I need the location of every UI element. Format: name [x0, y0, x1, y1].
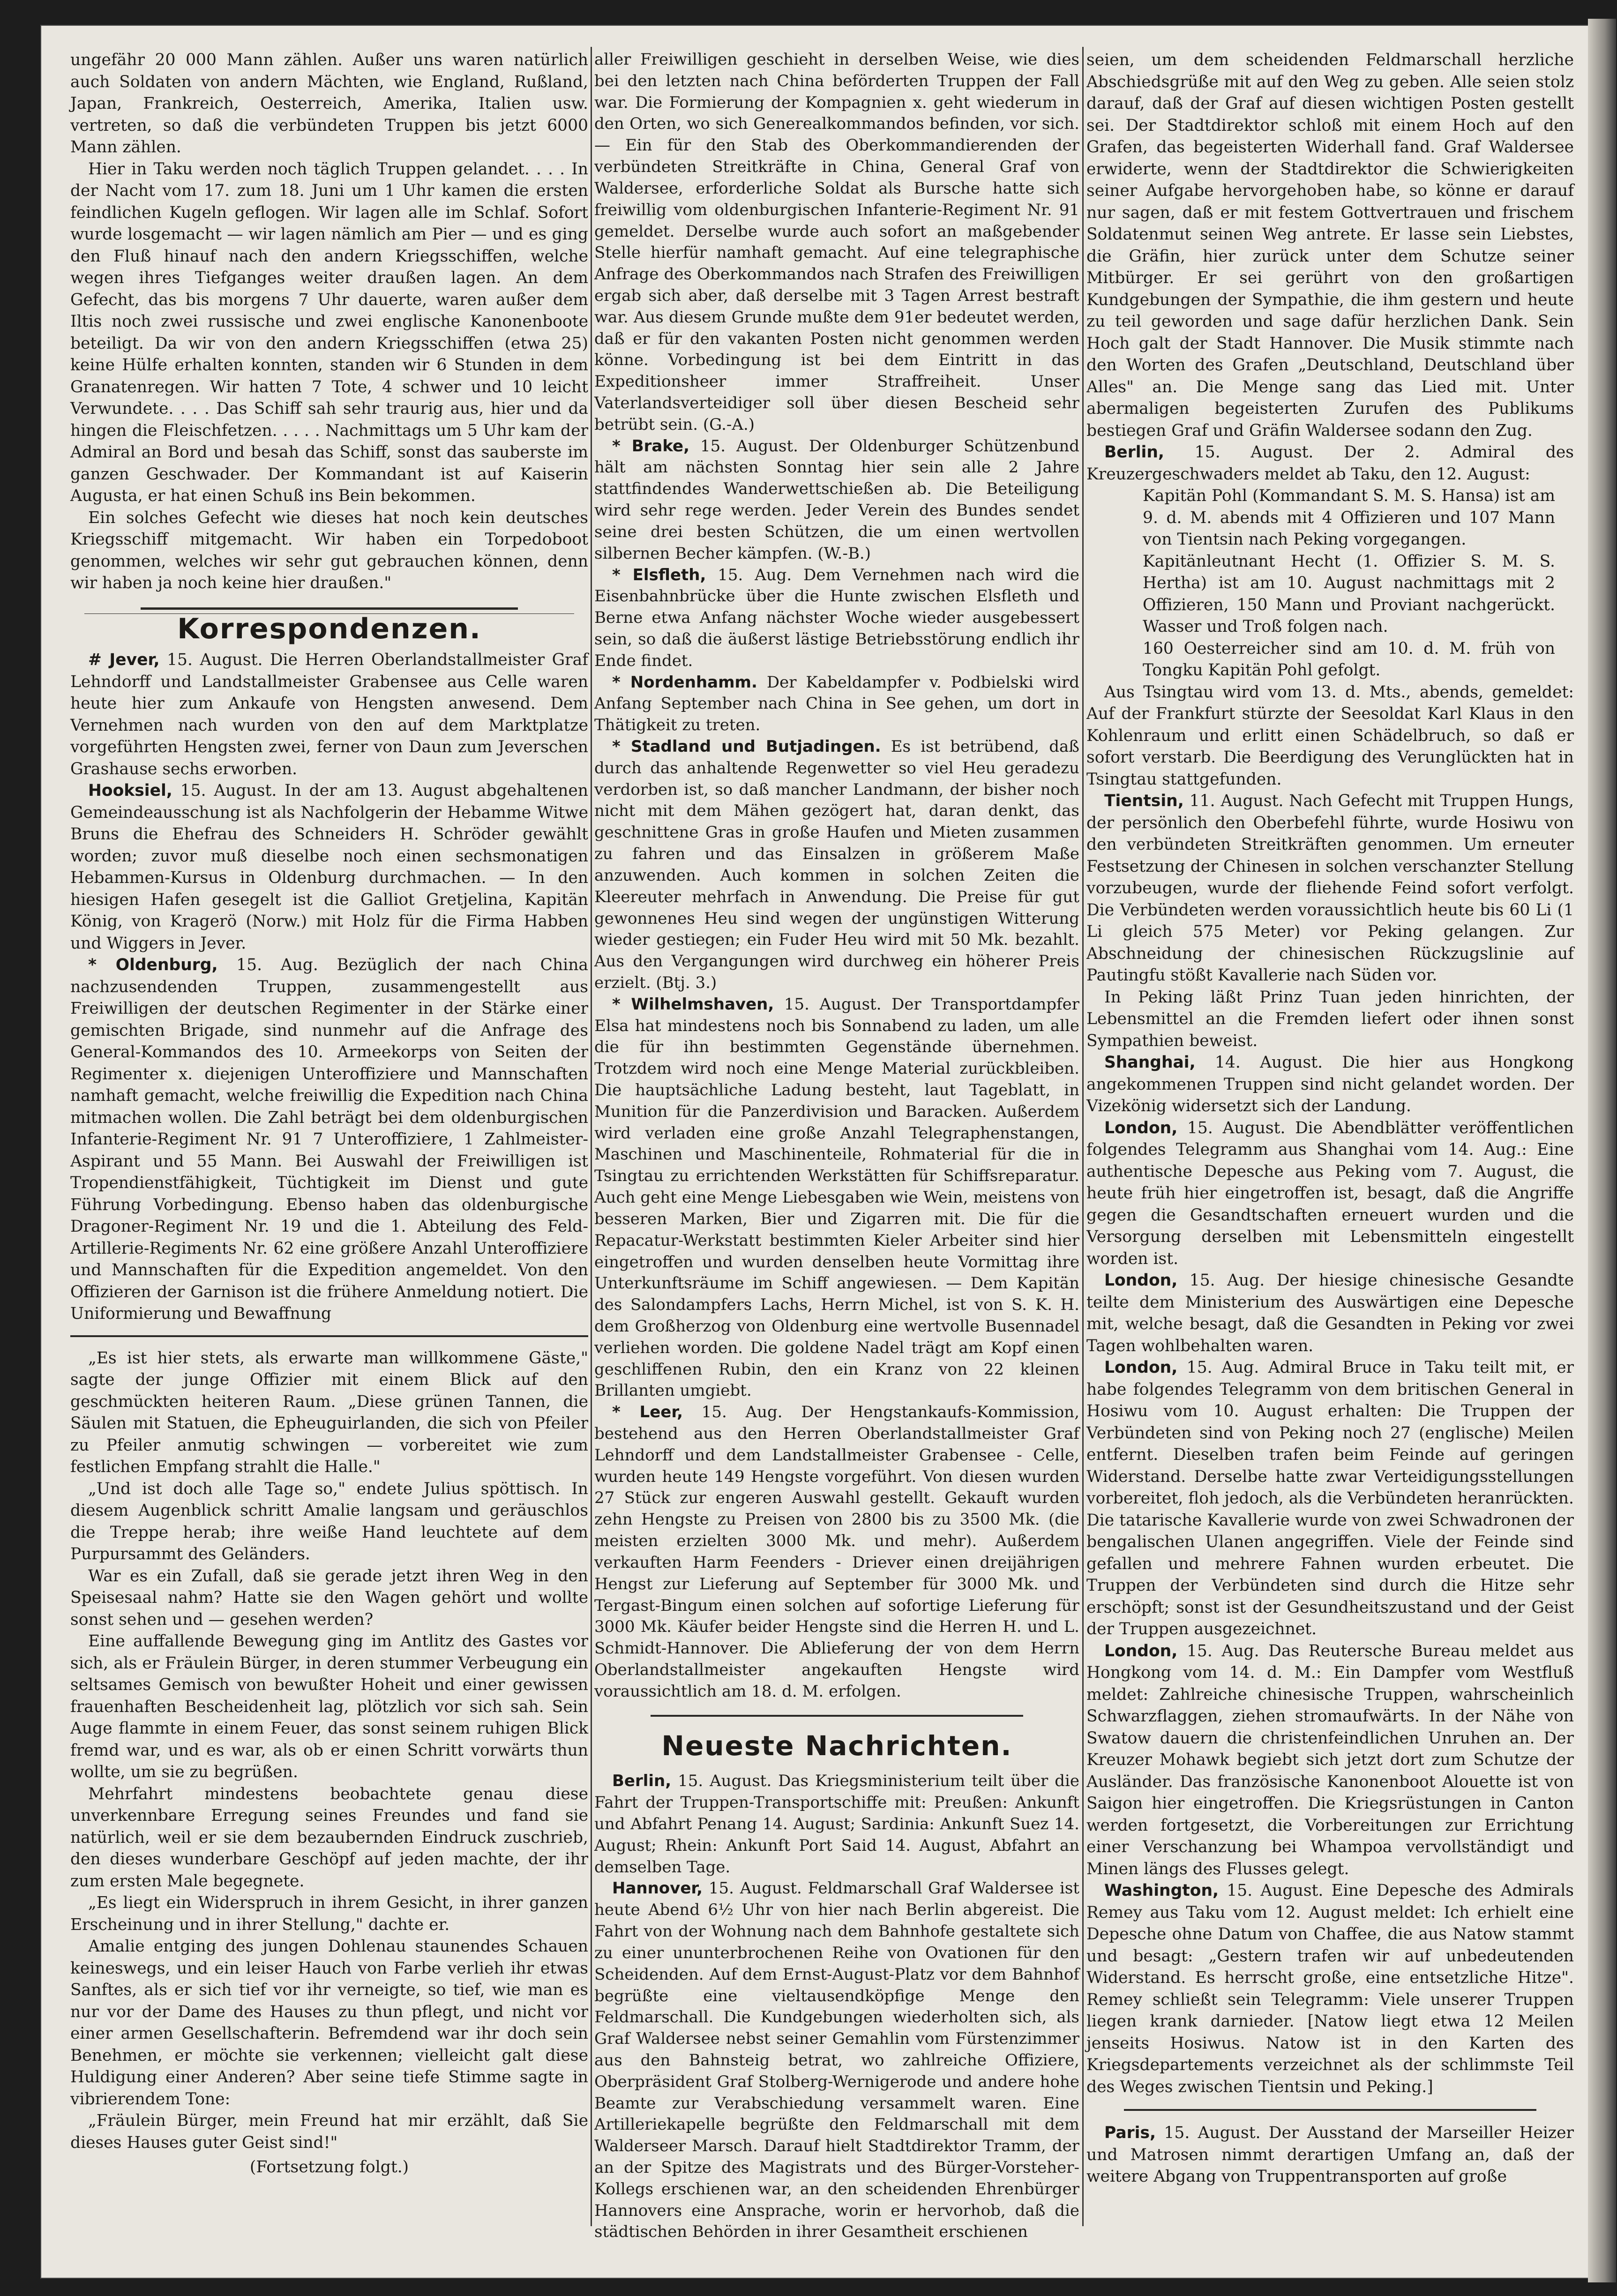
news-item: Tientsin, 11. August. Nach Gefecht mit Truppen Hungs, der persönlich den Oberbefehl führte, wurde Hosiwu von den verbündeten Streitkräften genommen. Um erneuter Festsetzung der Chinesen in solchen verschanzter Stellung vorzubeugen, wurde der fliehende Feind sofort verfolgt. Die Verbündeten werden voraussichtlich heute bis 60 Li (1 Li gleich 575 Meter) vor Peking gelangen. Zur Abschneidung der chinesischen Rückzugslinie auf Pautingfu stößt Kavallerie nach Süden vor. [1086, 792, 1574, 985]
news-item: In Peking läßt Prinz Tuan jeden hinrichten, der Lebensmittel an die Fremden liefert oder ihnen sonst Sympathien beweist. [1086, 987, 1574, 1050]
dateline: Hooksiel, [88, 781, 172, 800]
story-paragraph: Mehrfahrt mindestens beobachtete genau diese unverkennbare Erregung seines Freundes und fand sie natürlich, weil er sie dem bezaubernden Eindruck zuschrieb, den dieses wunderbare Geschöpf auf jeden machte, der ihr zum ersten Male begegnete. [70, 1784, 588, 1891]
news-item: London, 15. Aug. Der hiesige chinesische Gesandte teilte dem Ministerium des Auswärtigen eine Depesche mit, welche besagt, daß die Gesandten in Peking vor zwei Tagen wohlbehalten waren. [1086, 1271, 1574, 1355]
dateline: Berlin, [612, 1772, 672, 1791]
news-item: * Brake, 15. August. Der Oldenburger Schützenbund hält am nächsten Sonntag hier sein alle 2 Jahre stattfindendes Wanderwettschießen ab. Die Beteiligung wird sehr rege werden. Jeder Verein des Bundes sendet seine drei besten Schützen, die um einen wertvollen silbernen Becher kämpfen. (W.-B.) [594, 436, 1079, 563]
column-rule-1 [591, 47, 592, 2226]
dateline: * Nordenhamm. [612, 673, 757, 692]
dateline: * Oldenburg, [88, 956, 218, 974]
news-item: Berlin, 15. August. Das Kriegsministerium teilt über die Fahrt der Truppen-Transportschiffe mit: Preußen: Ankunft und Abfahrt Penang 14. August; Sardinia: Ankunft Suez 14. August; Rhein: Ankunft Port Said 14. August, Abfahrt an demselben Tage. [594, 1772, 1079, 1877]
news-item: London, 15. August. Die Abendblätter veröffentlichen folgendes Telegramm aus Shanghai vom 14. Aug.: Eine authentische Depesche aus Peking vom 7. August, die heute früh hier eingetroffen ist, besagt, daß die Angriffe gegen die Gesandtschaften erneuert wurden und die Versorgung derselben mit Lebensmitteln eingestellt worden ist. [1086, 1118, 1574, 1268]
news-item: * Elsfleth, 15. Aug. Dem Vernehmen nach wird die Eisenbahnbrücke über die Hunte zwischen Elsfleth und Berne etwa Anfang nächster Woche wieder ausgebessert sein, so daß die äußerst lästige Betriebsstörung endlich ihr Ende findet. [594, 565, 1079, 670]
dateline: Washington, [1104, 1881, 1219, 1900]
dateline: London, [1104, 1358, 1178, 1377]
story-paragraph: „Es liegt ein Widerspruch in ihrem Gesicht, in ihrer ganzen Erscheinung und in ihrer Stellung," dachte er. [70, 1893, 588, 1934]
dateline: London, [1104, 1118, 1178, 1137]
column-rule-2 [1082, 47, 1084, 2226]
news-item: # Jever, 15. August. Die Herren Oberlandstallmeister Graf Lehndorff und Landstallmeister Grabensee aus Celle waren heute hier zum Ankaufe von Hengsten anwesend. Dem Vernehmen nach wurden von den auf dem Marktplatze vorgeführten Hengsten zwei, ferner von Daun zum Jeverschen Grashause sechs erworben. [70, 651, 588, 778]
news-item: * Wilhelmshaven, 15. August. Der Transportdampfer Elsa hat mindestens noch bis Sonnabend zu laden, um alle die für ihn bestimmten Gegenstände übernehmen. Trotzdem wird noch eine Menge Material zurückbleiben. Die hauptsächliche Ladung besteht, laut Tageblatt, in Munition für die Panzerdivision und Baracken. Außerdem wird verladen eine große Anzahl Telegraphenstangen, Maschinen und Maschinenteile, Rohmaterial für die in Tsingtau zu errichtenden Werkstätten für Schiffsreparatur. Auch geht eine Menge Liebesgaben wie Wein, meistens von besseren Marken, Bier und Zigarren mit. Die für die Repacatur-Werkstatt bestimmten Kieler Arbeiter sind hier eingetroffen und wurden denselben heute Vormittag ihre Unterkunftsräume im Schiff angewiesen. — Dem Kapitän des Salondampfers Lachs, Herrn Michel, ist von S. K. H. dem Großherzog von Oldenburg eine wertvolle Busennadel verliehen worden. Die goldene Nadel trägt am Kopf einen geschliffenen Rubin, den ein Kranz von 22 kleinen Brillanten umgiebt. [594, 995, 1080, 1400]
section-divider [651, 1715, 1023, 1717]
section-heading: Korrespondenzen. [177, 612, 481, 645]
section-divider [141, 607, 518, 610]
war-report-paragraph: ungefähr 20 000 Mann zählen. Außer uns waren natürlich auch Soldaten von andern Mächten, wie England, Rußland, Japan, Frankreich, Oesterreich, Amerika, Italien usw. vertreten, so daß die verbündeten Truppen bis jetzt 6000 Mann zählen. [70, 51, 588, 157]
story-paragraph: Amalie entging des jungen Dohlenau staunendes Schauen keineswegs, und ein leiser Hauch von Farbe verlieh ihr etwas Sanftes, als er sich tief vor ihr verneigte, so tief, wie man es nur vor der Dame des Hauses zu thun pflegt, und nicht vor einer armen Gesellschafterin. Befremdend war ihr doch sein Benehmen, er möchte sie verkennen; vielleicht galt diese Huldigung einer Anderen? Aber seine tiefe Stimme sagte in vibrierendem Tone: [70, 1937, 588, 2109]
dateline: * Brake, [612, 436, 690, 456]
column-2 [594, 49, 1079, 2243]
news-item: Washington, 15. August. Eine Depesche des Admirals Remey aus Taku vom 12. August meldet: Ich erhielt eine Depesche ohne Datum von Chaffee, die aus Natow stammt und besagt: „Gestern trafen wir auf unbedeutenden Widerstand. Es herrscht große, eine entsetzliche Hitze". Remey schließt sein Telegramm: Viele unserer Truppen liegen krank darnieder. [Natow liegt etwa 12 Meilen jenseits Hosiwus. Natow ist in den Karten des Kriegsdepartements verzeichnet als der schlimmste Teil des Weges zwischen Tientsin und Peking.] [1086, 1881, 1574, 2096]
feuilleton-divider [70, 1335, 588, 1337]
continuation-note: (Fortsetzung folgt.) [249, 2158, 409, 2176]
story-paragraph: Eine auffallende Bewegung ging im Antlitz des Gastes vor sich, als er Fräulein Bürger, in deren stummer Verbeugung ein seltsames Gemisch von bewußter Hoheit und einer gewissen frauenhaften Bescheidenheit lag, plötzlich vor sich sah. Sein Auge flammte in einem Feuer, das sonst seinem ruhigen Blick fremd war, und es war, als ob er einen Schritt vorwärts thun wollte, um sie zu begrüßen. [70, 1632, 588, 1781]
dateline: Tientsin, [1104, 792, 1184, 810]
quoted-report: Kapitän Pohl (Kommandant S. M. S. Hansa) ist am 9. d. M. abends mit 4 Offizieren und 107 Mann von Tientsin nach Peking vorgegangen. [1143, 486, 1555, 549]
dateline: London, [1104, 1271, 1178, 1290]
dateline: Berlin, [1104, 443, 1165, 462]
dateline: * Wilhelmshaven, [612, 995, 774, 1014]
section-divider [1124, 2109, 1536, 2111]
news-item: aller Freiwilligen geschieht in derselben Weise, wie dies bei den letzten nach China beförderten Truppen der Fall war. Die Formierung der Kompagnien x. geht wiederum in den Orten, wo sich Generealkommandos befinden, vor sich. — Ein für den Stab des Oberkommandierenden der verbündeten Streitkräfte in China, General Graf von Waldersee, erforderliche Soldat als Bursche hatte sich freiwillig vom oldenburgischen Infanterie-Regiment Nr. 91 gemeldet. Derselbe wurde auch sofort an maßgebender Stelle hierfür namhaft gemacht. Auf eine telegraphische Anfrage des Oberkommandos nach Strafen des Freiwilligen ergab sich aber, daß derselbe mit 3 Tagen Arrest bestraft war. Aus diesem Grunde mußte dem 91er bedeutet werden, daß er für den vakanten Posten nicht genommen werden könne. Vorbedingung ist bei dem Eintritt in das Expeditionsheer immer Straffreiheit. Unser Vaterlandsverteidiger soll über diesen Bescheid sehr betrübt sein. (G.-A.) [594, 50, 1079, 434]
news-item: * Nordenhamm. Der Kabeldampfer v. Podbielski wird Anfang September nach China in See gehen, um dort in Thätigkeit zu treten. [594, 673, 1079, 735]
column-1 [70, 49, 588, 2178]
story-paragraph: War es ein Zufall, daß sie gerade jetzt ihren Weg in den Speisesaal nahm? Hatte sie den Wagen gehört und wollte sonst sehen und — gesehen werden? [70, 1566, 588, 1629]
page-edge-shadow [1588, 19, 1616, 2282]
dateline: Paris, [1104, 2124, 1156, 2142]
story-paragraph: „Fräulein Bürger, mein Freund hat mir erzählt, daß Sie dieses Hauses guter Geist sind!" [70, 2111, 588, 2152]
story-paragraph: „Und ist doch alle Tage so," endete Julius spöttisch. In diesem Augenblick schritt Amalie langsam und geräuschlos die Treppe herab; ihre weiße Hand leuchtete auf dem Purpursammt des Geländers. [70, 1479, 588, 1563]
war-report-paragraph: Ein solches Gefecht wie dieses hat noch kein deutsches Kriegsschiff mitgemacht. Wir haben ein Torpedoboot genommen, welches wir sehr gut gebrauchen können, denn wir haben ja noch keine hier draußen." [70, 508, 588, 592]
section-heading: Neueste Nachrichten. [661, 1729, 1012, 1762]
news-item: * Stadland und Butjadingen. Es ist betrübend, daß durch das anhaltende Regenwetter so viel Heu geradezu verdorben ist, so daß mancher Landmann, der bisher noch nicht mit dem Mähen gezögert hat, daran denkt, das geschnittene Gras in große Haufen und Mieten zusammen zu fahren und das Einsalzen in größerem Maße anzuwenden. Auch kommen in solchen Zeiten die Kleereuter mehrfach in Anwendung. Die Preise für gut gewonnenes Heu sind wegen der ungünstigen Witterung wieder gestiegen; ein Fuder Heu wird mit 50 Mk. bezahlt. Aus den Vergangungen wird durchweg ein höherer Preis erzielt. (Btj. 3.) [594, 737, 1080, 992]
news-item: London, 15. Aug. Admiral Bruce in Taku teilt mit, er habe folgendes Telegramm von dem britischen General in Hosiwu vom 10. August erhalten: Die Truppen der Verbündeten sind von Peking noch 27 (englische) Meilen entfernt. Dieselben trafen beim Feinde auf geringen Widerstand. Derselbe hatte zwar Verteidigungsstellungen vorbereitet, floh jedoch, als die Verbündeten heranrückten. Die tatarische Kavallerie wurde von zwei Schwadronen der bengalischen Ulanen angegriffen. Viele der Feinde sind gefallen und mehrere Fahnen wurden erbeutet. Die Truppen der Verbündeten sind durch die Hitze sehr erschöpft; sonst ist der Gesundheitszustand und der Geist der Truppen ausgezeichnet. [1086, 1358, 1574, 1638]
quoted-report: 160 Oesterreicher sind am 10. d. M. früh von Tongku Kapitän Pohl gefolgt. [1143, 639, 1555, 680]
news-item: Aus Tsingtau wird vom 13. d. Mts., abends, gemeldet: Auf der Frankfurt stürzte der Seesoldat Karl Klaus in den Kohlenraum und erlitt einen Schädelbruch, so daß er sofort verstarb. Die Beerdigung des Verunglückten hat in Tsingtau stattgefunden. [1086, 682, 1574, 789]
dateline: Hannover, [612, 1879, 703, 1898]
news-item: seien, um dem scheidenden Feldmarschall herzliche Abschiedsgrüße mit auf den Weg zu geben. Alle seien stolz darauf, daß der Graf auf diesen wichtigen Posten gestellt sei. Der Stadtdirektor schloß mit einem Hoch auf den Grafen, das begeisterten Widerhall fand. Graf Waldersee erwiderte, wenn der Stadtdirektor die Schwierigkeiten seiner Aufgabe hervorgehoben habe, so könne er darauf nur sagen, daß er mit festem Gottvertrauen und frischem Soldatenmut seinen Weg antrete. Er lasse sein Liebstes, die Gräfin, hier zurück unter dem Schutze seiner Mitbürger. Er sei gerührt von den großartigen Kundgebungen der Sympathie, die ihm gestern und heute zu teil geworden und sage dafür herzlichen Dank. Sein Hoch galt der Stadt Hannover. Die Musik stimmte nach den Worten des Grafen „Deutschland, Deutschland über Alles" an. Die Menge sang das Lied mit. Unter abermaligen begeisterten Zurufen des Publikums bestiegen Graf und Gräfin Waldersee sodann den Zug. [1086, 51, 1574, 440]
news-item: London, 15. Aug. Das Reutersche Bureau meldet aus Hongkong vom 14. d. M.: Ein Dampfer vom Westfluß meldet: Zahlreiche chinesische Truppen, wahrscheinlich Schwarzflaggen, ziehen stromaufwärts. In der Nähe von Swatow dauern die christenfeindlichen Unruhen an. Der Kreuzer Mohawk begiebt sich jetzt dort zum Schutze der Ausländer. Das französische Kanonenboot Alouette ist von Saigon hier eingetroffen. Die Kriegsrüstungen in Canton werden fortgesetzt, die Vorbereitungen zur Errichtung einer Verschanzung bei Whampoa vervollständigt und Minen längs des Flusses gelegt. [1086, 1641, 1574, 1878]
dateline: * Stadland und Butjadingen. [612, 737, 881, 756]
dateline: # Jever, [88, 651, 160, 669]
news-item: * Oldenburg, 15. Aug. Bezüglich der nach China nachzusendenden Truppen, zusammengestellt aus Freiwilligen der deutschen Regimenter in der Stärke einer gemischten Brigade, sind nunmehr auf die Anfrage des General-Kommandos des 10. Armeekorps von Seiten der Regimenter x. diejenigen Unteroffiziere und Mannschaften namhaft gemacht, welche freiwillig die Expedition nach China mitmachen wollen. Die Zahl beträgt bei dem oldenburgischen Infanterie-Regiment Nr. 91 7 Unteroffiziere, 1 Zahlmeister-Aspirant und 55 Mann. Bei Auswahl der Freiwilligen ist Tropendienstfähigkeit, Tüchtigkeit im Dienst und gute Führung Vorbedingung. Ebenso haben das oldenburgische Dragoner-Regiment Nr. 19 und die 1. Abteilung des Feld-Artillerie-Regiments Nr. 62 eine größere Anzahl Unteroffiziere und Mannschaften für die Expedition angemeldet. Von den Offizieren der Garnison ist die frühere Anmeldung notiert. Die Uniformierung und Bewaffnung [70, 956, 588, 1323]
news-item: * Leer, 15. Aug. Der Hengstankaufs-Kommission, bestehend aus den Herren Oberlandstallmeister Graf Lehndorff und dem Landstallmeister Grabensee - Celle, wurden heute 149 Hengste vorgeführt. Von diesen wurden 27 Stück zur engeren Auswahl gestellt. Gekauft wurden zehn Hengste zu Preisen von 2800 bis zu 3500 Mk. (die meisten erzielten 3000 Mk. und mehr). Außerdem verkauften Harm Feenders - Driever einen dreijährigen Hengst zur Lieferung auf September für 3000 Mk. und Tergast-Bingum einen solchen auf sofortige Lieferung für 3000 Mk. Käufer beider Hengste sind die Herren H. und L. Schmidt-Hannover. Die Ablieferung der von dem Herrn Oberlandstallmeister angekauften Hengste wird voraussichtlich am 18. d. M. erfolgen. [594, 1403, 1079, 1701]
dateline: * Elsfleth, [612, 565, 706, 584]
column-3 [1086, 49, 1574, 2188]
news-item: Shanghai, 14. August. Die hier aus Hongkong angekommenen Truppen sind nicht gelandet worden. Der Vizekönig widersetzt sich der Landung. [1086, 1053, 1574, 1115]
news-item: Paris, 15. August. Der Ausstand der Marseiller Heizer und Matrosen nimmt derartigen Umfang an, daß der weitere Abgang von Truppentransporten auf große [1086, 2124, 1574, 2186]
quoted-report: Kapitänleutnant Hecht (1. Offizier S. M. S. Hertha) ist am 10. August nachmittags mit 2 Offizieren, 150 Mann und Proviant nachgerückt. Wasser und Troß folgen nach. [1143, 552, 1555, 636]
war-report-paragraph: Hier in Taku werden noch täglich Truppen gelandet. . . . In der Nacht vom 17. zum 18. Juni um 1 Uhr kamen die ersten feindlichen Kugeln geflogen. Wir lagen alle im Schlaf. Sofort wurde losgemacht — wir lagen nämlich am Pier — und es ging den Fluß hinauf nach den andern Kriegsschiffen, welche wegen ihres Tiefganges weiter draußen lagen. An dem Gefecht, das bis morgens 7 Uhr dauerte, waren außer dem Iltis noch zwei russische und zwei englische Kanonenboote beteiligt. Da wir von den andern Kriegsschiffen (etwa 25) keine Hülfe erhalten konnten, standen wir 6 Stunden in dem Granatenregen. Wir hatten 7 Tote, 4 schwer und 10 leicht Verwundete. . . . Das Schiff sah sehr traurig aus, hier und da hingen die Fleischfetzen. . . . . Nachmittags um 5 Uhr kam der Admiral an Bord und besah das Schiff, sonst das sauberste im ganzen Geschwader. Der Kommandant ist auf Kaiserin Augusta, er hat einen Schuß ins Bein bekommen. [70, 159, 588, 505]
news-item: Berlin, 15. August. Der 2. Admiral des Kreuzergeschwaders meldet ab Taku, den 12. August: [1086, 443, 1574, 484]
news-item: Hooksiel, 15. August. In der am 13. August abgehaltenen Gemeindeausschung ist als Nachfolgerin der Hebamme Witwe Bruns die Ehefrau des Schneiders H. Schröder gewählt worden; zuvor muß dieselbe noch einen sechsmonatigen Hebammen-Kursus in Oldenburg durchmachen. — In den hiesigen Hafen gesegelt ist die Galliot Gretjelina, Kapitän König, von Kragerö (Norw.) mit Holz für die Firma Habben und Wiggers in Jever. [70, 781, 588, 953]
dateline: London, [1104, 1641, 1178, 1660]
dateline: Shanghai, [1104, 1053, 1196, 1072]
dateline: * Leer, [612, 1403, 683, 1422]
news-item: Hannover, 15. August. Feldmarschall Graf Waldersee ist heute Abend 6½ Uhr von hier nach Berlin abgereist. Die Fahrt von der Wohnung nach dem Bahnhofe gestaltete sich zu einer ununterbrochenen Reihe von Ovationen für den Scheidenden. Auf dem Ernst-August-Platz vor dem Bahnhof begrüßte eine vieltausendköpfige Menge den Feldmarschall. Die Kundgebungen wiederholten sich, als Graf Waldersee nebst seiner Gemahlin vom Fürstenzimmer aus den Bahnsteig betrat, wo zahlreiche Offiziere, Oberpräsident Graf Stolberg-Wernigerode und andere hohe Beamte zur Verabschiedung versammelt waren. Eine Artilleriekapelle begrüßte den Feldmarschall mit dem Walderseer Marsch. Darauf hielt Stadtdirektor Tramm, der an der Spitze des Magistrats und des Bürger-Vorsteher-Kollegs erschienen war, an den scheidenden Ehrenbürger Hannovers eine Ansprache, worin er hervorhob, daß die städtischen Behörden in ihrer Gesamtheit erschienen [594, 1879, 1079, 2242]
story-paragraph: „Es ist hier stets, als erwarte man willkommene Gäste," sagte der junge Offizier mit einem Blick auf den geschmückten heiteren Raum. „Diese grünen Tannen, die Säulen mit Statuen, die Epheuguirlanden, die sich von Pfeiler zu Pfeiler anmutig schwingen — vorbereitet wie zum festlichen Empfang strahlt die Halle." [70, 1348, 588, 1476]
